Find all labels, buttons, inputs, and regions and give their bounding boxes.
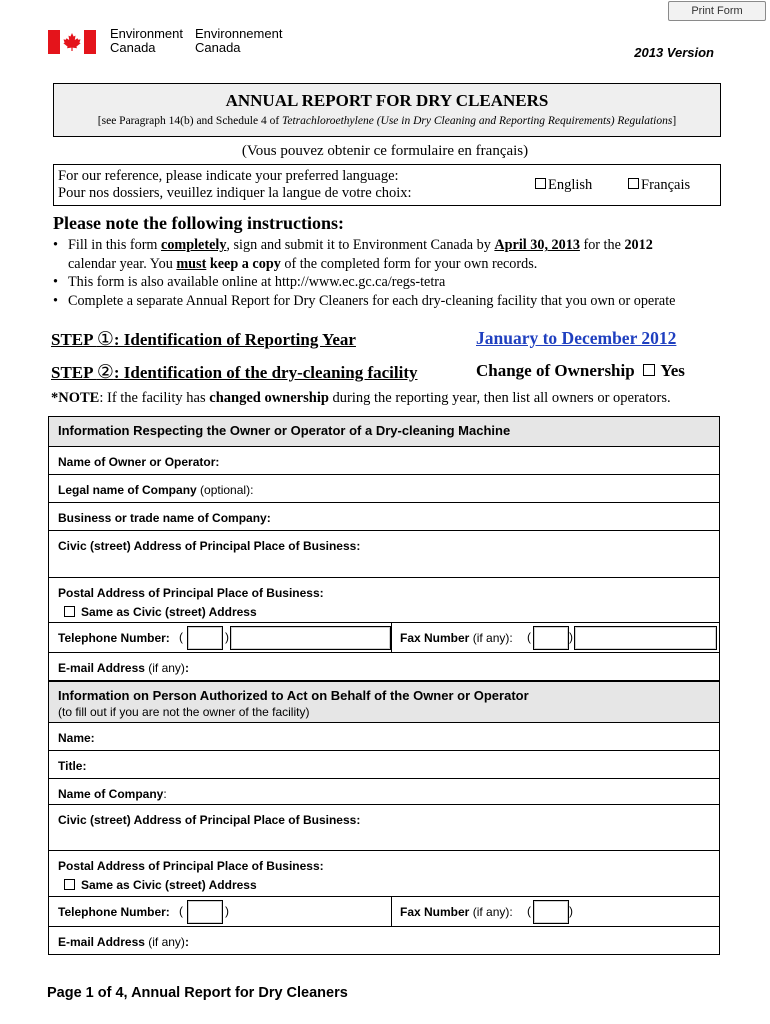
authorized-postal-address-field[interactable]: Postal Address of Principal Place of Business: Same as Civic (street) Address [49,850,719,896]
email-field[interactable]: E-mail Address (if any): [49,652,719,680]
email-field[interactable]: E-mail Address (if any): [49,926,719,954]
section-header: Information on Person Authorized to Act on Behalf of the Owner or Operator (to fill out if you are not the owner of the facility) [49,682,719,722]
fax-number-input[interactable] [574,626,717,650]
authorized-company-field[interactable]: Name of Company: [49,778,719,804]
list-item: • Fill in this form completely, sign and submit it to Environment Canada by April 30, 2013 for the 2012 calendar year. You must keep a copy of the completed form for your own records. [53,236,733,273]
english-option[interactable]: English [535,177,592,194]
step1-heading: STEP ①: Identification of Reporting Year [51,329,356,350]
fax-area-code-input[interactable] [533,900,569,924]
print-form-button[interactable]: Print Form [668,1,766,21]
language-preference-box: For our reference, please indicate your preferred language: Pour nos dossiers, veuillez indiquer la langue de votre choix: English Français [53,164,721,206]
instructions-list [53,236,733,311]
instructions-heading: Please note the following instructions: [53,213,344,233]
same-as-civic-checkbox[interactable] [64,606,75,617]
authorized-title-field[interactable]: Title: [49,750,719,778]
civic-address-field[interactable]: Civic (street) Address of Principal Place of Business: [49,530,719,577]
phone-fax-row: Telephone Number: ( ) Fax Number (if any): ( ) [49,622,719,652]
english-checkbox[interactable] [535,178,546,189]
owner-info-section [48,416,720,681]
section-header: Information Respecting the Owner or Operator of a Dry-cleaning Machine [49,417,719,446]
canada-flag-icon [48,30,96,54]
authorized-name-field[interactable]: Name: [49,722,719,750]
french-version-note: (Vous pouvez obtenir ce formulaire en français) [241,143,529,159]
change-of-ownership: Change of Ownership Yes [476,361,685,380]
phone-area-code-input[interactable] [187,626,223,650]
french-option[interactable]: Français [628,177,690,194]
regulation-reference: [see Paragraph 14(b) and Schedule 4 of Tetrachloroethylene (Use in Dry Cleaning and Reporting Requirements) Regulations] [97,115,677,127]
list-item: • This form is also available online at http://www.ec.gc.ca/regs-tetra [53,273,733,292]
step2-heading: STEP ②: Identification of the dry-cleaning facility [51,362,418,383]
title-box [53,83,721,137]
ownership-yes-checkbox[interactable] [643,364,655,376]
list-item: • Complete a separate Annual Report for Dry Cleaners for each dry-cleaning facility that you own or operate [53,292,733,311]
phone-number-input[interactable] [230,626,391,650]
version-label: 2013 Version [634,45,714,60]
logo-text-english: Environment Canada [110,26,183,55]
reporting-year-value: January to December 2012 [476,328,677,348]
logo-text-french: Environnement Canada [195,26,283,55]
fax-area-code-input[interactable] [533,626,569,650]
phone-area-code-input[interactable] [187,900,223,924]
ownership-note: *NOTE: If the facility has changed ownership during the reporting year, then list all owners or operators. [51,390,671,406]
french-checkbox[interactable] [628,178,639,189]
page-title: ANNUAL REPORT FOR DRY CLEANERS [225,91,549,110]
phone-fax-row: Telephone Number: ( ) Fax Number (if any): ( ) [49,896,719,926]
postal-address-field[interactable]: Postal Address of Principal Place of Business: Same as Civic (street) Address [49,577,719,622]
owner-name-field[interactable]: Name of Owner or Operator: [49,446,719,474]
same-as-civic-checkbox[interactable] [64,879,75,890]
business-name-field[interactable]: Business or trade name of Company: [49,502,719,530]
authorized-civic-address-field[interactable]: Civic (street) Address of Principal Place of Business: [49,804,719,850]
page-footer: Page 1 of 4, Annual Report for Dry Cleaners [47,985,348,1001]
authorized-person-section [48,681,720,955]
legal-name-field[interactable]: Legal name of Company (optional): [49,474,719,502]
